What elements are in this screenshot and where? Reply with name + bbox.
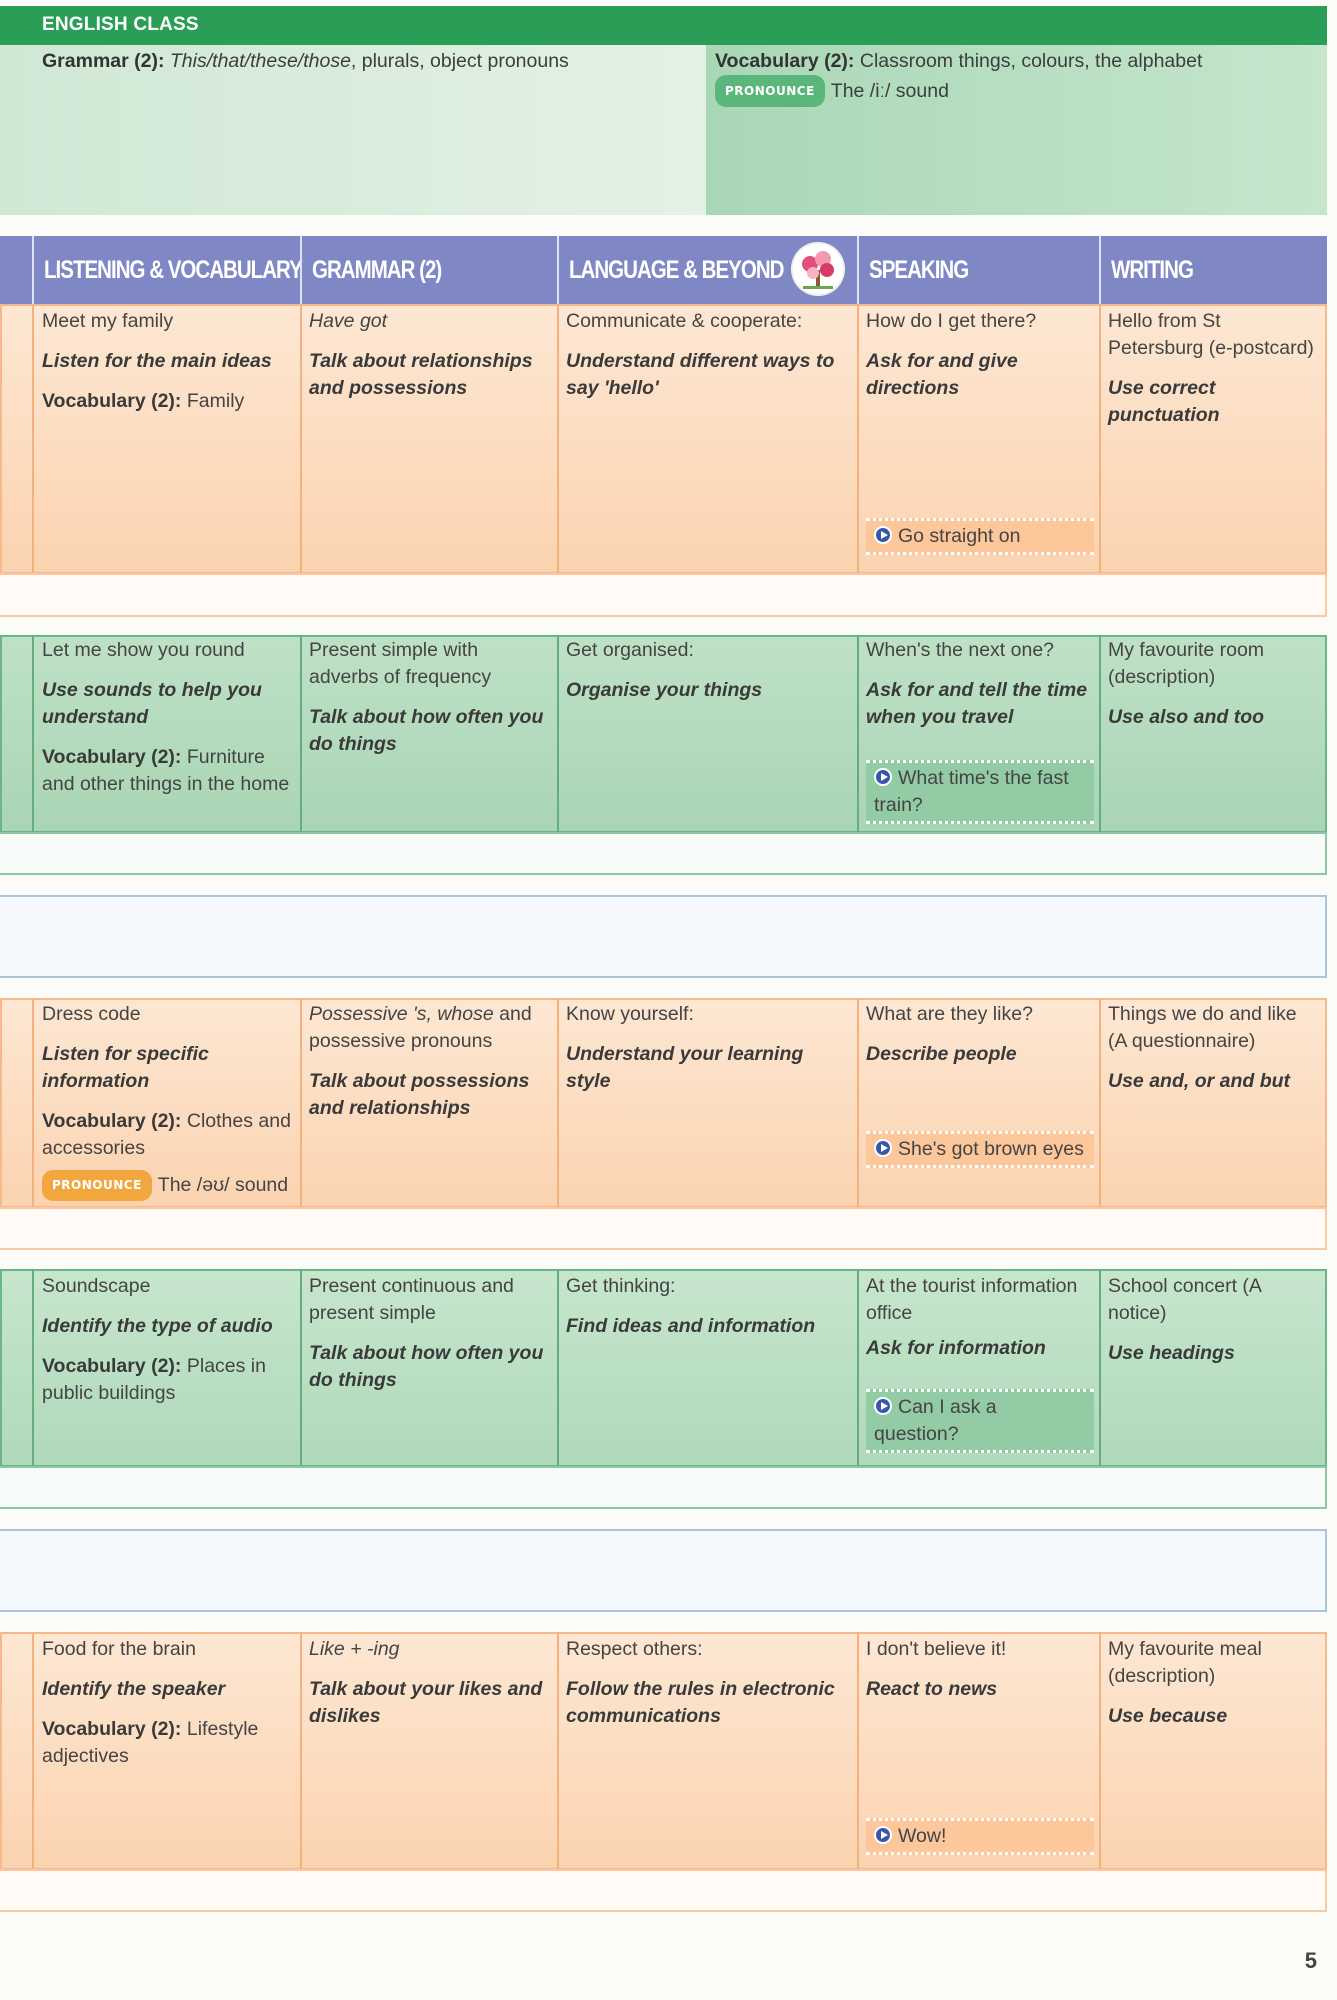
row3-language-cell bbox=[566, 1001, 851, 1108]
row3-spacer bbox=[0, 1207, 1327, 1250]
skill: Use also and too bbox=[1108, 706, 1265, 728]
vocab: Clothes and accessories bbox=[42, 1110, 291, 1159]
skill: Ask for and tell the time when you travel bbox=[866, 679, 1088, 728]
row2-speaking-cell bbox=[866, 637, 1094, 744]
skill: Follow the rules in electronic communications bbox=[566, 1678, 835, 1727]
row5-divider bbox=[32, 1632, 34, 1870]
topic: Hello from St Petersburg (e-postcard) bbox=[1108, 310, 1314, 359]
row5-spacer bbox=[0, 1869, 1327, 1912]
vocab-label: Vocabulary (2): bbox=[42, 1110, 182, 1132]
row4-listening-cell bbox=[42, 1273, 294, 1420]
row2-speaking-example[interactable] bbox=[866, 760, 1094, 824]
row4-writing-cell bbox=[1108, 1273, 1320, 1380]
row3-divider bbox=[857, 998, 859, 1208]
topic: My favourite room (description) bbox=[1108, 639, 1265, 688]
topic: When's the next one? bbox=[866, 639, 1055, 661]
row5-divider bbox=[557, 1632, 559, 1870]
play-icon[interactable] bbox=[874, 1397, 892, 1415]
row1-divider bbox=[1099, 304, 1101, 574]
row2-divider bbox=[300, 635, 302, 833]
topic: Have got bbox=[309, 310, 388, 332]
row2-divider bbox=[857, 635, 859, 833]
topic: Let me show you round bbox=[42, 639, 245, 661]
row1-divider bbox=[300, 304, 302, 574]
topic: I don't believe it! bbox=[866, 1638, 1007, 1660]
skill: Identify the speaker bbox=[42, 1678, 226, 1700]
example-text: Go straight on bbox=[898, 525, 1021, 547]
skill: Listen for specific information bbox=[42, 1043, 209, 1092]
row4-divider bbox=[857, 1269, 859, 1467]
row2-divider bbox=[557, 635, 559, 833]
row4-divider bbox=[1099, 1269, 1101, 1467]
pronounce-badge: PRONOUNCE bbox=[42, 1170, 152, 1201]
skill: Understand different ways to say 'hello' bbox=[566, 350, 835, 399]
row5-divider bbox=[1099, 1632, 1101, 1870]
row3-grammar-cell bbox=[309, 1001, 549, 1135]
row3-divider bbox=[300, 998, 302, 1208]
example-text: She's got brown eyes bbox=[898, 1138, 1084, 1160]
row4-divider bbox=[300, 1269, 302, 1467]
topic: How do I get there? bbox=[866, 310, 1037, 332]
row5-divider bbox=[300, 1632, 302, 1870]
row2-grammar-cell bbox=[309, 637, 549, 771]
topic: My favourite meal (description) bbox=[1108, 1638, 1262, 1687]
grammar-label: Grammar (2): bbox=[42, 50, 165, 72]
topic: Food for the brain bbox=[42, 1638, 196, 1660]
skill: Ask for and give directions bbox=[866, 350, 1018, 399]
example-text: What time's the fast train? bbox=[874, 767, 1069, 816]
english-class-grammar bbox=[42, 47, 682, 75]
row4-grammar-cell bbox=[309, 1273, 551, 1407]
pronounce-badge: PRONOUNCE bbox=[715, 75, 825, 107]
row3-divider bbox=[557, 998, 559, 1208]
skill: Use headings bbox=[1108, 1342, 1235, 1364]
pronounce-text: The /iː/ sound bbox=[830, 80, 949, 102]
skill: Ask for information bbox=[866, 1337, 1046, 1359]
topic: Like + -ing bbox=[309, 1638, 400, 1660]
row3-writing-cell bbox=[1108, 1001, 1320, 1108]
row1-divider bbox=[557, 304, 559, 574]
vocab-label: Vocabulary (2): bbox=[715, 50, 855, 72]
topic: What are they like? bbox=[866, 1003, 1033, 1025]
row2-divider bbox=[32, 635, 34, 833]
row4-language-cell bbox=[566, 1273, 851, 1353]
topic: Things we do and like (A questionnaire) bbox=[1108, 1003, 1297, 1052]
row3-speaking-cell bbox=[866, 1001, 1094, 1081]
topic: Communicate & cooperate: bbox=[566, 310, 803, 332]
header-speaking: SPEAKING bbox=[857, 236, 1099, 304]
topic-rest: and possessive pronouns bbox=[309, 1003, 532, 1052]
english-class-bar bbox=[0, 6, 1327, 45]
english-class-vocab bbox=[715, 47, 1320, 107]
skill: Use and, or and but bbox=[1108, 1070, 1291, 1092]
row4-spacer bbox=[0, 1466, 1327, 1509]
skill: Organise your things bbox=[566, 679, 763, 701]
skill: React to news bbox=[866, 1678, 998, 1700]
header-writing: WRITING bbox=[1099, 236, 1327, 304]
blank-block-1 bbox=[0, 895, 1327, 978]
row4-speaking-cell bbox=[866, 1273, 1094, 1375]
topic: Respect others: bbox=[566, 1638, 703, 1660]
row5-grammar-cell bbox=[309, 1636, 551, 1743]
row1-speaking-cell bbox=[866, 308, 1094, 415]
page-number: 5 bbox=[1304, 1948, 1317, 1973]
header-listening-vocabulary: LISTENING & VOCABULARY bbox=[32, 236, 300, 304]
topic: Soundscape bbox=[42, 1275, 151, 1297]
tree-logo-icon bbox=[791, 242, 845, 296]
vocab-text: Classroom things, colours, the alphabet bbox=[859, 50, 1203, 72]
row3-divider bbox=[32, 998, 34, 1208]
row2-divider bbox=[1099, 635, 1101, 833]
skill: Talk about how often you do things bbox=[309, 706, 544, 755]
skill: Listen for the main ideas bbox=[42, 350, 272, 372]
header-grammar: GRAMMAR (2) bbox=[300, 236, 557, 304]
row3-speaking-example[interactable] bbox=[866, 1131, 1094, 1168]
row1-divider bbox=[32, 304, 34, 574]
topic: Dress code bbox=[42, 1003, 141, 1025]
topic: Present continuous and present simple bbox=[309, 1275, 514, 1324]
row4-divider bbox=[32, 1269, 34, 1467]
row1-writing-cell bbox=[1108, 308, 1318, 442]
english-class-title: ENGLISH CLASS bbox=[42, 14, 199, 35]
row2-writing-cell bbox=[1108, 637, 1318, 744]
topic-italic: Possessive 's, whose bbox=[309, 1003, 494, 1025]
vocab-label: Vocabulary (2): bbox=[42, 746, 182, 768]
vocab: Furniture and other things in the home bbox=[42, 746, 290, 795]
row3-listening-cell bbox=[42, 1001, 294, 1214]
row2-spacer bbox=[0, 832, 1327, 875]
row5-divider bbox=[857, 1632, 859, 1870]
topic: School concert (A notice) bbox=[1108, 1275, 1261, 1324]
skill: Talk about your likes and dislikes bbox=[309, 1678, 543, 1727]
skill: Identify the type of audio bbox=[42, 1315, 273, 1337]
skill: Talk about relationships and possessions bbox=[309, 350, 533, 399]
play-icon[interactable] bbox=[874, 768, 892, 786]
vocab: Family bbox=[186, 390, 245, 412]
row2-listening-cell bbox=[42, 637, 292, 811]
vocab: Places in public buildings bbox=[42, 1355, 266, 1404]
row1-divider bbox=[857, 304, 859, 574]
topic: Meet my family bbox=[42, 310, 174, 332]
vocab-label: Vocabulary (2): bbox=[42, 1718, 182, 1740]
row1-spacer bbox=[0, 573, 1327, 617]
skill: Describe people bbox=[866, 1043, 1017, 1065]
pronounce-text: The /əʊ/ sound bbox=[157, 1174, 289, 1196]
skill: Understand your learning style bbox=[566, 1043, 804, 1092]
topic: Get thinking: bbox=[566, 1275, 676, 1297]
row1-language-cell bbox=[566, 308, 851, 415]
row1-speaking-example[interactable] bbox=[866, 518, 1094, 555]
row4-divider bbox=[557, 1269, 559, 1467]
vocab: Lifestyle adjectives bbox=[42, 1718, 259, 1767]
row3-divider bbox=[1099, 998, 1101, 1208]
vocab-label: Vocabulary (2): bbox=[42, 1355, 182, 1377]
grammar-rest: , plurals, object pronouns bbox=[350, 50, 569, 72]
row5-listening-cell bbox=[42, 1636, 294, 1783]
row1-grammar-cell bbox=[309, 308, 549, 415]
skill: Talk about how often you do things bbox=[309, 1342, 544, 1391]
vocab-label: Vocabulary (2): bbox=[42, 390, 182, 412]
row2-language-cell bbox=[566, 637, 851, 717]
play-icon[interactable] bbox=[874, 1826, 892, 1844]
skill: Use sounds to help you understand bbox=[42, 679, 262, 728]
grammar-items: This/that/these/those bbox=[169, 50, 351, 72]
play-icon[interactable] bbox=[874, 526, 892, 544]
skill: Talk about possessions and relationships bbox=[309, 1070, 530, 1119]
example-text: Wow! bbox=[898, 1825, 947, 1847]
skill: Use correct punctuation bbox=[1108, 377, 1220, 426]
skill: Use because bbox=[1108, 1705, 1228, 1727]
blank-block-2 bbox=[0, 1529, 1327, 1612]
header-language-beyond: LANGUAGE & BEYOND bbox=[557, 236, 857, 304]
example-text: Can I ask a question? bbox=[874, 1396, 997, 1445]
topic: Know yourself: bbox=[566, 1003, 694, 1025]
topic: At the tourist information office bbox=[866, 1275, 1078, 1324]
row5-writing-cell bbox=[1108, 1636, 1320, 1743]
row4-speaking-example[interactable] bbox=[866, 1389, 1094, 1453]
row5-speaking-example[interactable] bbox=[866, 1818, 1094, 1855]
topic: Present simple with adverbs of frequency bbox=[309, 639, 492, 688]
row1-listening-cell bbox=[42, 308, 292, 428]
play-icon[interactable] bbox=[874, 1139, 892, 1157]
topic: Get organised: bbox=[566, 639, 694, 661]
row5-speaking-cell bbox=[866, 1636, 1094, 1716]
skill: Find ideas and information bbox=[566, 1315, 816, 1337]
row5-language-cell bbox=[566, 1636, 854, 1743]
